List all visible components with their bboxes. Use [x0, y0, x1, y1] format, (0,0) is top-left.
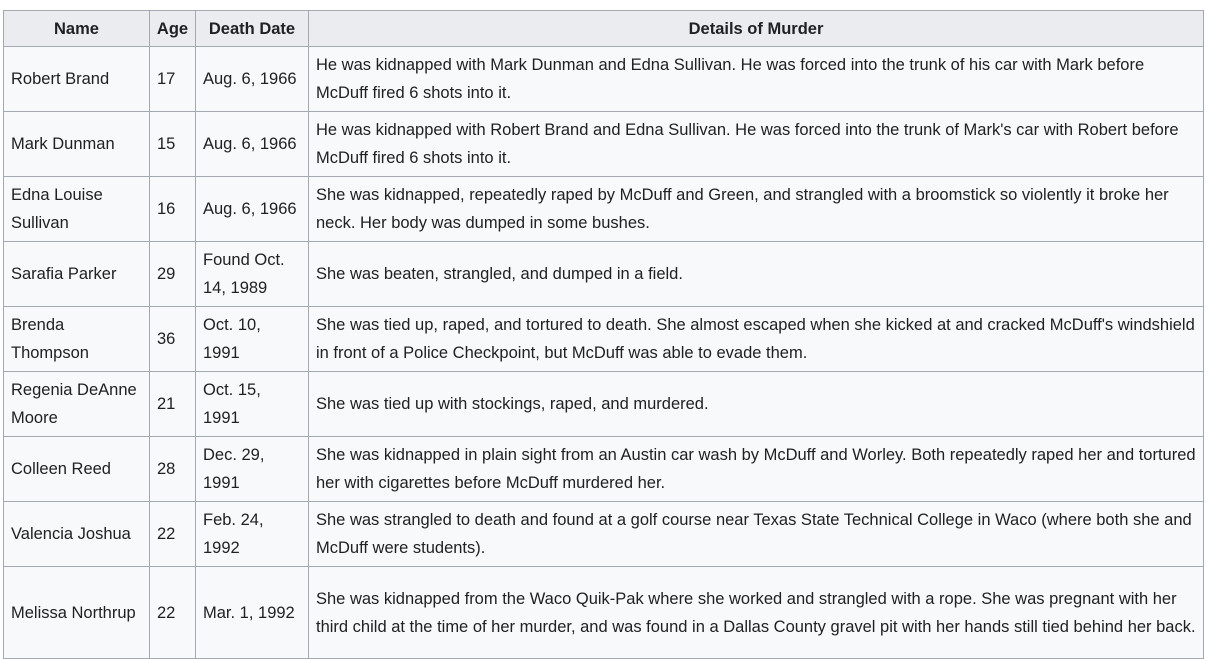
cell-death-date: Dec. 29, 1991 [196, 437, 309, 502]
header-age[interactable]: Age [150, 11, 196, 47]
cell-age: 22 [150, 567, 196, 659]
table-row [4, 307, 1204, 372]
cell-age: 21 [150, 372, 196, 437]
cell-age: 28 [150, 437, 196, 502]
cell-age: 36 [150, 307, 196, 372]
cell-details: She was kidnapped from the Waco Quik-Pak where she worked and strangled with a rope. She was pregnant with her third child at the time of her murder, and was found in a Dallas County gravel pit with her hands still tied behind her back. [309, 567, 1204, 659]
cell-details: He was kidnapped with Robert Brand and Edna Sullivan. He was forced into the trunk of Mark's car with Robert before McDuff fired 6 shots into it. [309, 112, 1204, 177]
cell-death-date: Oct. 10, 1991 [196, 307, 309, 372]
cell-death-date: Feb. 24, 1992 [196, 502, 309, 567]
table-row [4, 112, 1204, 177]
cell-death-date: Aug. 6, 1966 [196, 177, 309, 242]
murder-victims-table [3, 10, 1204, 659]
cell-name: Regenia DeAnne Moore [4, 372, 150, 437]
cell-age: 15 [150, 112, 196, 177]
cell-name: Brenda Thompson [4, 307, 150, 372]
table-container [3, 10, 1204, 659]
cell-name: Colleen Reed [4, 437, 150, 502]
table-row [4, 502, 1204, 567]
cell-details: She was beaten, strangled, and dumped in a field. [309, 242, 1204, 307]
header-details[interactable]: Details of Murder [309, 11, 1204, 47]
cell-age: 29 [150, 242, 196, 307]
cell-name: Sarafia Parker [4, 242, 150, 307]
cell-death-date: Oct. 15, 1991 [196, 372, 309, 437]
cell-name: Melissa Northrup [4, 567, 150, 659]
cell-death-date: Found Oct. 14, 1989 [196, 242, 309, 307]
cell-details: He was kidnapped with Mark Dunman and Edna Sullivan. He was forced into the trunk of his car with Mark before McDuff fired 6 shots into it. [309, 47, 1204, 112]
cell-details: She was kidnapped in plain sight from an Austin car wash by McDuff and Worley. Both repeatedly raped her and tortured her with cigarettes before McDuff murdered her. [309, 437, 1204, 502]
cell-age: 16 [150, 177, 196, 242]
header-death-date[interactable]: Death Date [196, 11, 309, 47]
cell-name: Mark Dunman [4, 112, 150, 177]
cell-death-date: Aug. 6, 1966 [196, 47, 309, 112]
table-row [4, 242, 1204, 307]
table-row [4, 372, 1204, 437]
cell-age: 22 [150, 502, 196, 567]
table-row [4, 177, 1204, 242]
cell-death-date: Aug. 6, 1966 [196, 112, 309, 177]
cell-details: She was tied up with stockings, raped, and murdered. [309, 372, 1204, 437]
table-row [4, 567, 1204, 659]
cell-name: Edna Louise Sullivan [4, 177, 150, 242]
cell-details: She was strangled to death and found at a golf course near Texas State Technical College in Waco (where both she and McDuff were students). [309, 502, 1204, 567]
cell-death-date: Mar. 1, 1992 [196, 567, 309, 659]
table-row [4, 47, 1204, 112]
table-header-row [4, 11, 1204, 47]
cell-details: She was kidnapped, repeatedly raped by McDuff and Green, and strangled with a broomstick so violently it broke her neck. Her body was dumped in some bushes. [309, 177, 1204, 242]
table-row [4, 437, 1204, 502]
cell-name: Valencia Joshua [4, 502, 150, 567]
header-name[interactable]: Name [4, 11, 150, 47]
cell-details: She was tied up, raped, and tortured to death. She almost escaped when she kicked at and cracked McDuff's windshield in front of a Police Checkpoint, but McDuff was able to evade them. [309, 307, 1204, 372]
cell-age: 17 [150, 47, 196, 112]
cell-name: Robert Brand [4, 47, 150, 112]
